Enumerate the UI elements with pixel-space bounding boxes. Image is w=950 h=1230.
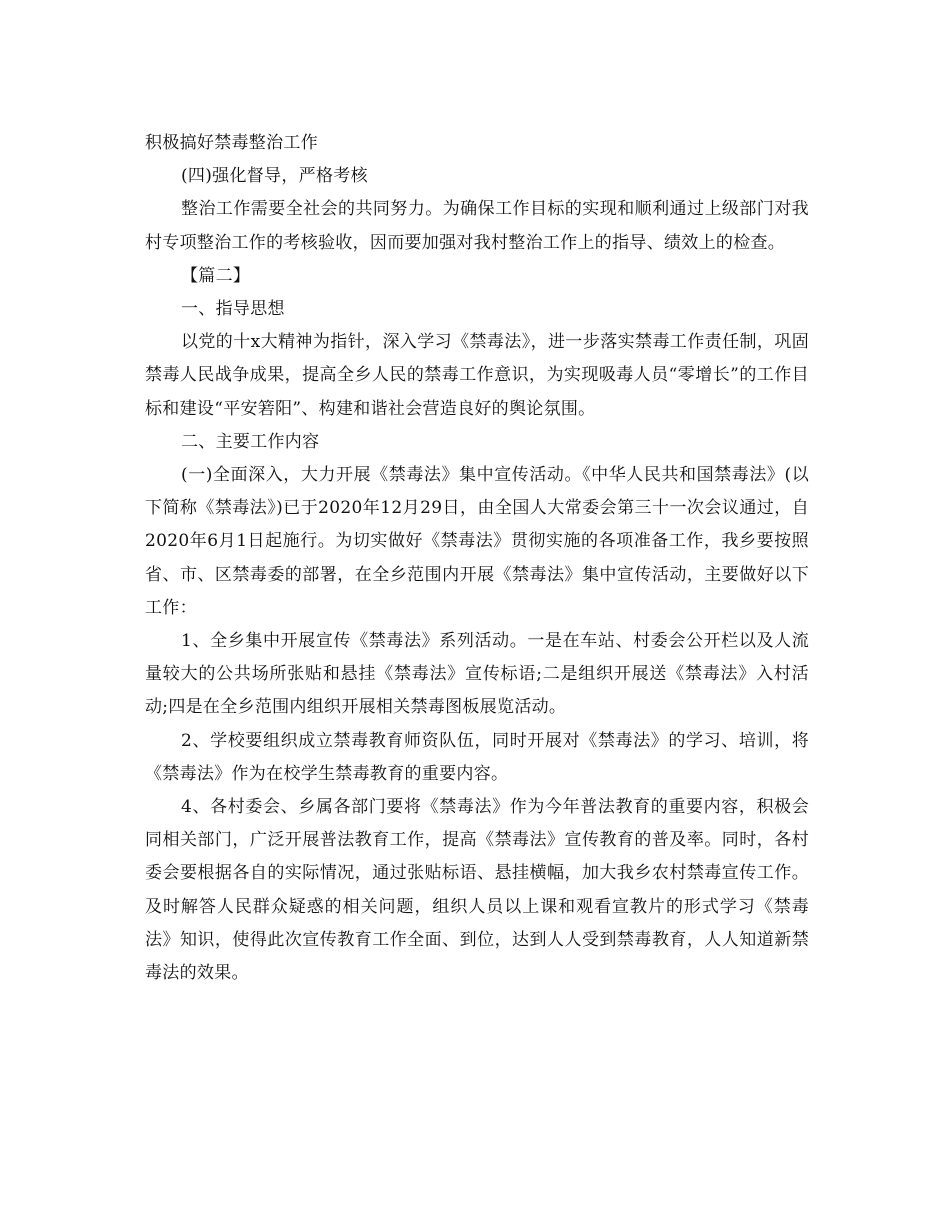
paragraph-item-2: 2、学校要组织成立禁毒教育师资队伍，同时开展对《禁毒法》的学习、培训，将《禁毒法》作为在校学生禁毒教育的重要内容。 — [145, 730, 809, 784]
paragraph-continuation: 积极搞好禁毒整治工作 — [145, 133, 318, 153]
paragraph-item-1: 1、全乡集中开展宣传《禁毒法》系列活动。一是在车站、村委会公开栏以及人流量较大的公共场所张贴和悬挂《禁毒法》宣传标语;二是组织开展送《禁毒法》入村活动;四是在全乡范围内组织开展相关禁毒图板展览活动。 — [145, 631, 809, 718]
heading-guiding-ideology: 一、指导思想 — [181, 299, 285, 320]
document-body — [145, 127, 809, 990]
paragraph-item-4: 4、各村委会、乡属各部门要将《禁毒法》作为今年普法教育的重要内容，积极会同相关部门，广泛开展普法教育工作，提高《禁毒法》宣传教育的普及率。同时，各村委会要根据各自的实际情况，通过张贴标语、悬挂横幅，加大我乡农村禁毒宣传工作。及时解答人民群众疑惑的相关问题，组织人员以上课和观看宣教片的形式学习《禁毒法》知识，使得此次宣传教育工作全面、到位，达到人人受到禁毒教育，人人知道新禁毒法的效果。 — [145, 797, 809, 984]
heading-main-work: 二、主要工作内容 — [181, 431, 320, 452]
section-marker-part-two: 【篇二】 — [181, 265, 251, 286]
paragraph-propaganda-activity: (一)全面深入，大力开展《禁毒法》集中宣传活动。《中华人民共和国禁毒法》(以下简称《禁毒法》)已于2020年12月29日，由全国人大常委会第三十一次会议通过，自2020年6月1日起施行。为切实做好《禁毒法》贯彻实施的各项准备工作，我乡要按照省、市、区禁毒委的部署，在全乡范围内开展《禁毒法》集中宣传活动，主要做好以下工作： — [145, 465, 809, 618]
paragraph-supervision-body: 整治工作需要全社会的共同努力。为确保工作目标的实现和顺利通过上级部门对我村专项整治工作的考核验收，因而要加强对我村整治工作上的指导、绩效上的检查。 — [145, 199, 809, 253]
subheading-supervision: (四)强化督导，严格考核 — [181, 166, 368, 187]
paragraph-guiding-ideology: 以党的十x大精神为指针，深入学习《禁毒法》，进一步落实禁毒工作责任制，巩固禁毒人民战争成果，提高全乡人民的禁毒工作意识，为实现吸毒人员“零增长”的工作目标和建设“平安箬阳”、构建和谐社会营造良好的舆论氛围。 — [145, 332, 809, 419]
